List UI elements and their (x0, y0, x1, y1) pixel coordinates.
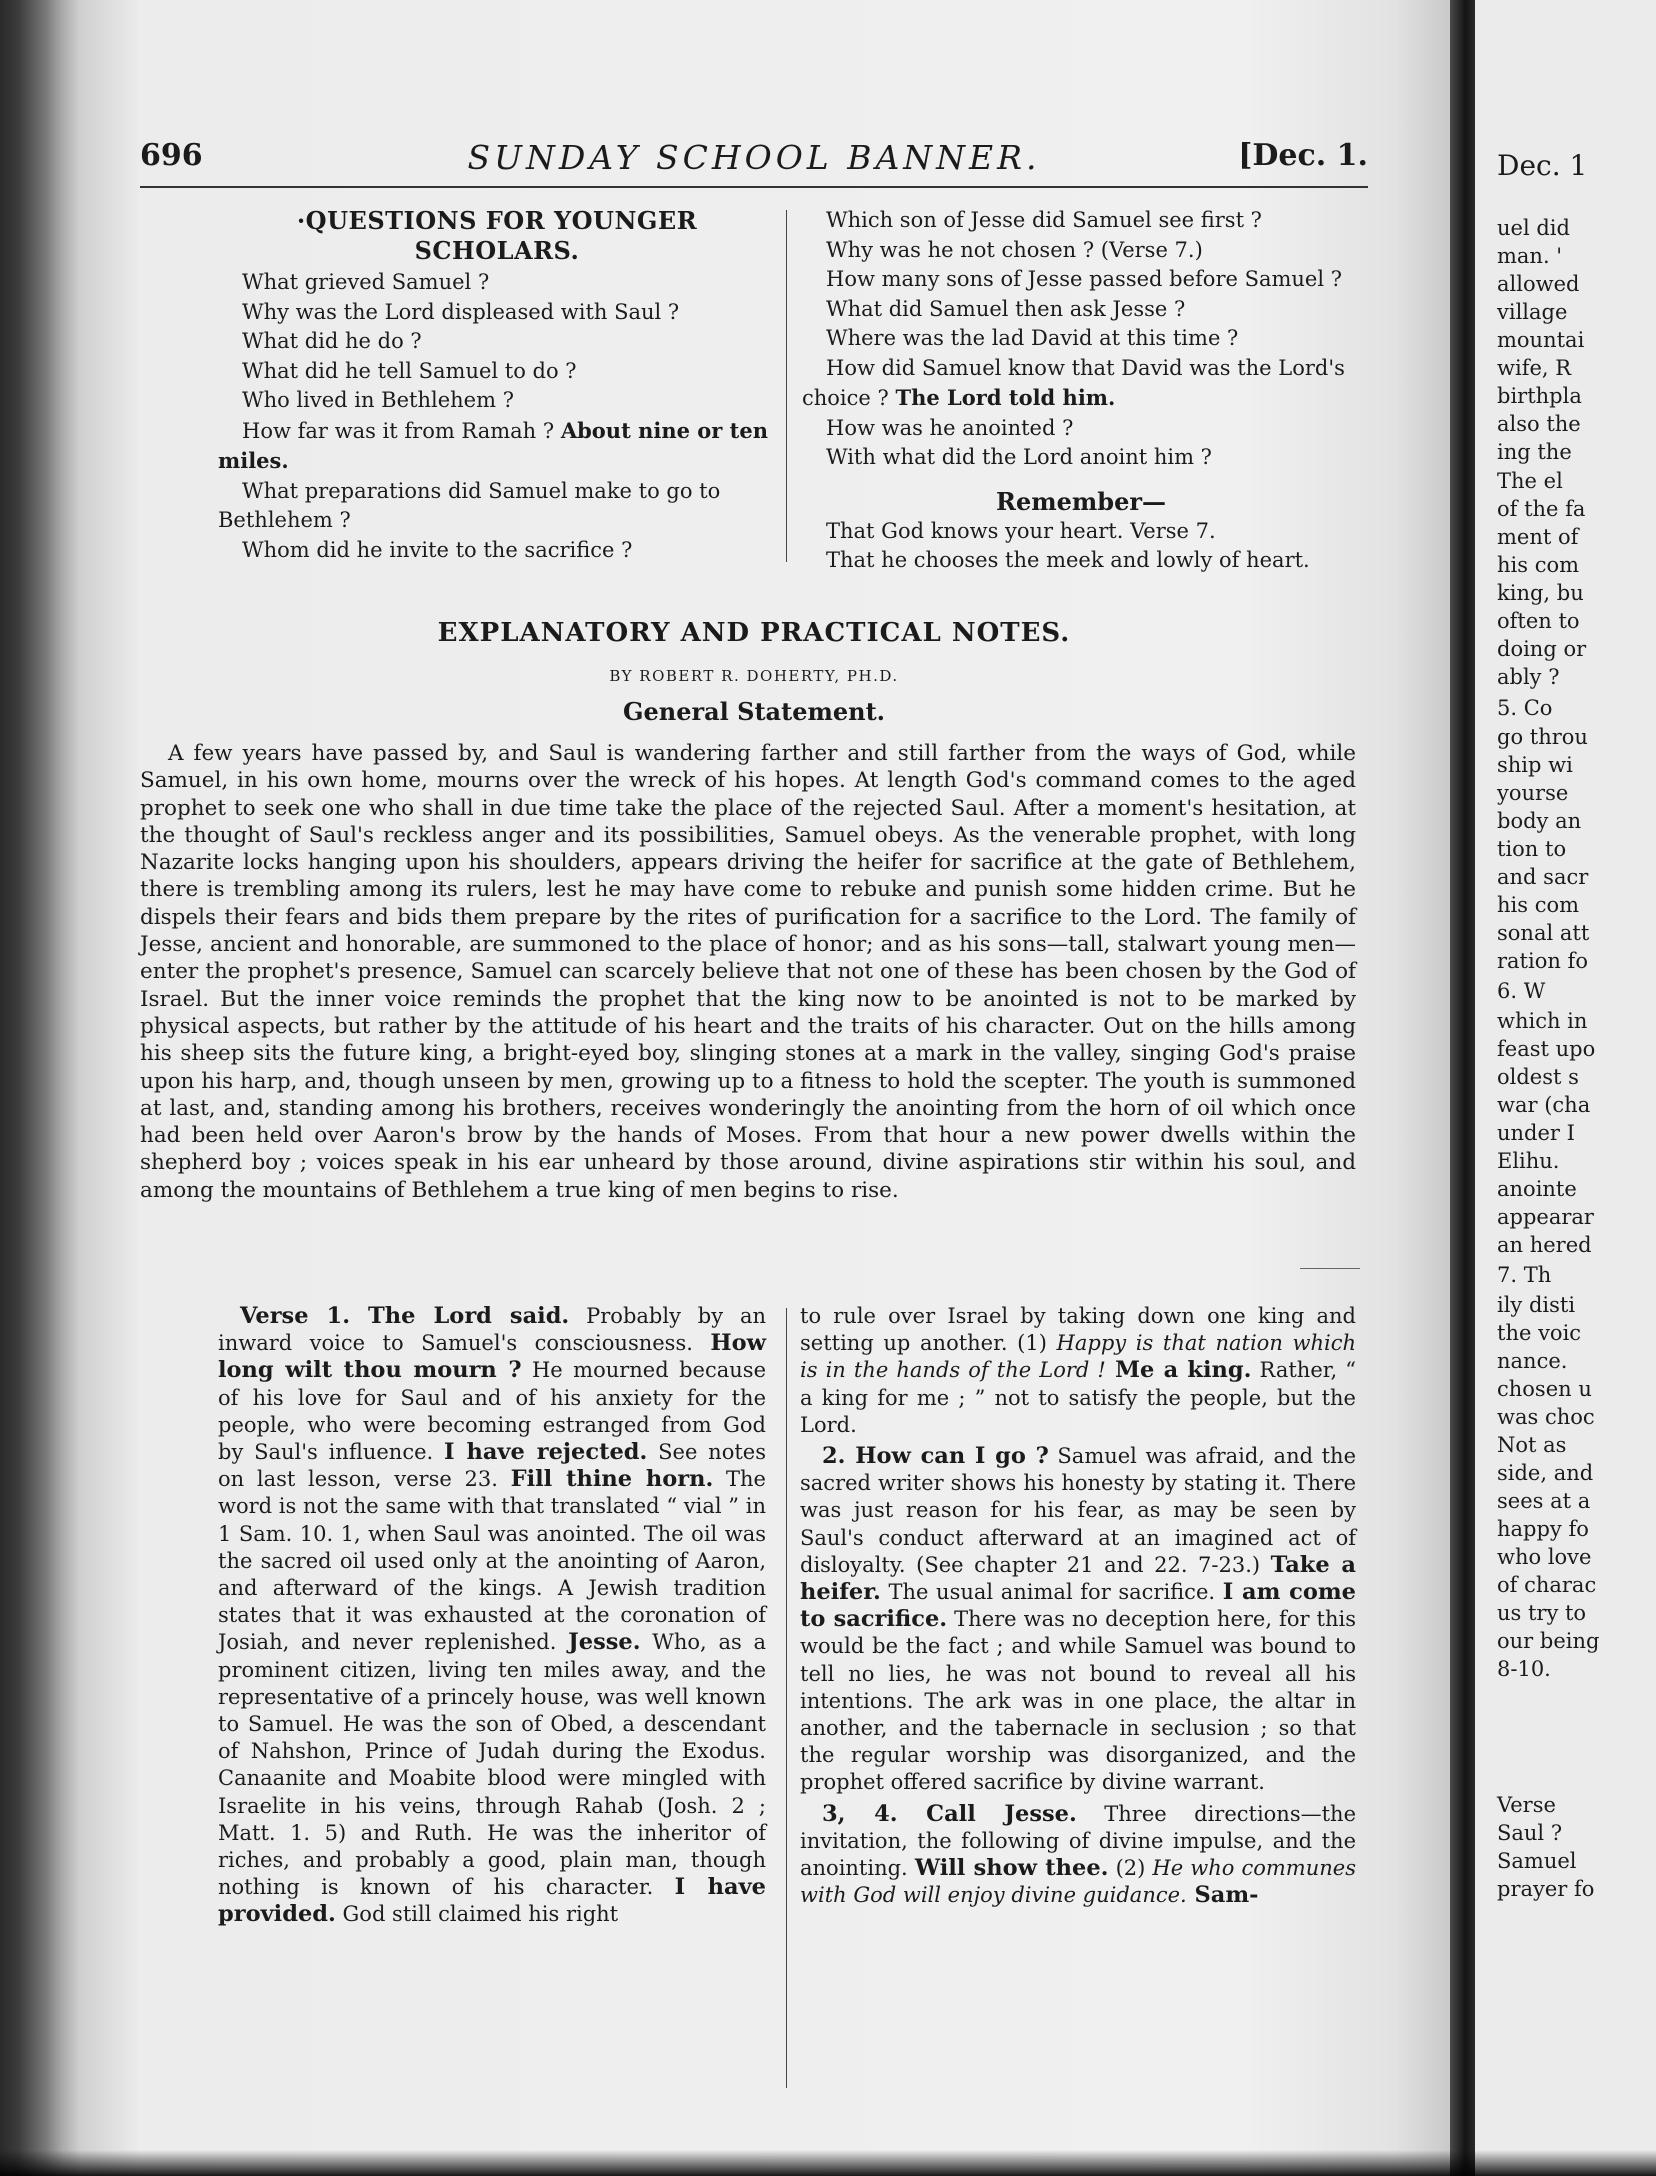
note-text: See notes on last lesson, verse 23. (218, 1440, 766, 1492)
note-text: (2) (1108, 1856, 1153, 1881)
question-text: Who lived in Bethlehem ? (242, 388, 514, 412)
fragment-line: the voic (1497, 1321, 1582, 1345)
book-gutter (1450, 0, 1475, 2176)
note-text: There was no deception here, for this would be the fact ; and while Samuel was bound to tell no lies, he was not bound to reveal all his intentions. The ark was in one place, the altar in another, and the tabernacle in seclusion ; so that the regular worship was disorganized, and the prophet offered sacrifice by divine warrant. (800, 1607, 1356, 1795)
fragment-line: 8-10. (1497, 1657, 1551, 1681)
note-heading: Me a king. (1105, 1357, 1252, 1384)
note-heading: Sam- (1186, 1882, 1259, 1909)
fragment-line: sonal att (1497, 921, 1590, 945)
general-statement-heading: General Statement. (622, 697, 886, 726)
fragment-line: ily disti (1497, 1293, 1576, 1317)
note-text: Samuel was afraid, and the sacred writer shows his honesty by stating it. There was just reason for his fear, as may be seen by Saul's conduct afterward at an imagined act of disloyalty. (See chapter 21 and 22. 7-23.) (800, 1444, 1356, 1577)
fragment-line: which in (1497, 1009, 1588, 1033)
column-divider (786, 210, 787, 562)
fragment-line: allowed (1497, 272, 1580, 296)
note-heading: I have rejected. (443, 1439, 648, 1466)
note-heading: Take a heifer. (800, 1551, 1356, 1606)
issue-date: [Dec. 1. (1238, 138, 1368, 173)
fragment-line: his com (1497, 893, 1580, 917)
remember-title: Remember— (996, 486, 1166, 516)
note-heading: I am come to sacrifice. (800, 1579, 1356, 1633)
note-text: Who, as a prominent citizen, living ten miles away, and the representative of a princely house, was well known to Samuel. He was the son of Obed, a descendant of Nahshon, Prince of Judah during the Exodus. Canaanite and Moabite blood were mingled with Israelite in his veins, through Rahab (Josh. 2 ; Matt. 1. 5) and Ruth. He was the inheritor of riches, and probably a good, plain man, though nothing is known of his character. (218, 1630, 766, 1900)
fragment-line: our being (1497, 1629, 1600, 1653)
note-heading: 3, 4. Call Jesse. (822, 1800, 1077, 1827)
note-heading: 2. How can I go ? (822, 1443, 1049, 1470)
book-binding-edge (0, 0, 80, 2176)
fragment-line: 6. W (1497, 979, 1546, 1003)
fragment-line: Verse (1497, 1793, 1556, 1817)
fragment-line: under I (1497, 1121, 1575, 1145)
note-heading: How long wilt thou mourn ? (218, 1330, 766, 1384)
question-text: How did Samuel know that David was the Lord's choice ? (802, 355, 1345, 410)
questions-left-column (218, 206, 776, 565)
fragment-line: wife, R (1497, 356, 1572, 380)
note-text: God still claimed his right (335, 1902, 619, 1927)
fragment-line: war (cha (1497, 1093, 1591, 1117)
notes-byline: BY ROBERT R. DOHERTY, PH.D. (609, 667, 899, 685)
question-item (802, 414, 1360, 444)
notes-left-column (218, 1303, 766, 1933)
fragment-line: man. ' (1497, 244, 1563, 268)
fragment-line: tion to (1497, 837, 1567, 861)
question-answer: The Lord told him. (895, 385, 1116, 410)
note-text: Three directions—the invitation, the following of divine impulse, and the anointing. (800, 1801, 1356, 1881)
notes-right-column (800, 1303, 1356, 1913)
question-text: Which son of Jesse did Samuel see first ? (826, 208, 1262, 232)
fragment-line: go throu (1497, 725, 1588, 749)
fragment-line: was choc (1497, 1405, 1595, 1429)
question-item (802, 236, 1360, 266)
question-item (218, 268, 776, 298)
question-item (218, 536, 776, 566)
note-heading: Will show thee. (914, 1855, 1109, 1882)
question-item (802, 324, 1360, 354)
fragment-line: ably ? (1497, 665, 1560, 689)
note-heading: I have provided. (218, 1874, 766, 1928)
question-text: Why was the Lord displeased with Saul ? (242, 299, 680, 324)
note-heading: Jesse. (568, 1629, 641, 1656)
note-text: Probably by an inward voice to Samuel's consciousness. (218, 1304, 766, 1356)
question-text: With what did the Lord anoint him ? (826, 445, 1212, 469)
bottom-shadow (0, 2150, 1656, 2176)
questions-title: ·QUESTIONS FOR YOUNGER SCHOLARS. (296, 206, 698, 265)
fragment-line: 5. Co (1497, 696, 1553, 720)
fragment-line: often to (1497, 609, 1580, 633)
question-text: How many sons of Jesse passed before Samuel ? (826, 267, 1343, 291)
question-text: What did Samuel then ask Jesse ? (826, 296, 1186, 321)
fragment-line: ment of (1497, 525, 1579, 549)
fragment-line: mountai (1497, 328, 1585, 352)
question-answer: About nine or ten miles. (218, 417, 768, 473)
question-text: What did he tell Samuel to do ? (242, 358, 577, 383)
question-text: Where was the lad David at this time ? (826, 326, 1239, 350)
fragment-line: birthpla (1497, 384, 1582, 408)
fragment-line: of charac (1497, 1573, 1597, 1597)
question-text: Why was he not chosen ? (Verse 7.) (826, 237, 1203, 262)
questions-right-column (802, 206, 1360, 576)
fragment-line: Samuel (1497, 1849, 1577, 1873)
fragment-line: also the (1497, 412, 1581, 436)
note-italic: He who communes with God will enjoy divine guidance. (800, 1856, 1356, 1908)
fragment-line: an hered (1497, 1233, 1592, 1257)
fragment-line: anointe (1497, 1177, 1577, 1201)
fragment-line: appearar (1497, 1205, 1594, 1229)
fragment-line: The el (1497, 469, 1563, 493)
fragment-line: Dec. 1 (1497, 149, 1588, 182)
fragment-line: ing the (1497, 440, 1572, 464)
page-number: 696 (140, 138, 203, 173)
fragment-line: king, bu (1497, 581, 1584, 605)
question-text: What did he do ? (242, 329, 422, 353)
note-text: Rather, “ a king for me ; ” not to satisfy the people, but the Lord. (800, 1358, 1356, 1437)
fragment-line: happy fo (1497, 1517, 1589, 1541)
fragment-line: his com (1497, 553, 1580, 577)
question-text: How was he anointed ? (826, 415, 1074, 440)
column-divider (786, 1308, 787, 2088)
question-text: What preparations did Samuel make to go to Bethlehem ? (218, 478, 721, 532)
general-statement-text: A few years have passed by, and Saul is wandering farther and still farther from the ways of God, while Samuel, in his own home, mourns over the wreck of his hopes. At length God's command comes to the aged prophet to seek one who shall in due time take the place of the rejected Saul. After a moment's hesitation, at the thought of Saul's reckless anger and its possibilities, Samuel obeys. As the venerable prophet, with long Nazarite locks hanging upon his shoulders, appears driving the heifer for sacrifice at the gate of Bethlehem, there is trembling among its rulers, lest he may have come to rebuke and punish some hidden crime. But he dispels their fears and bids them prepare by the rites of purification for a sacrifice to the Lord. The family of Jesse, ancient and honorable, are summoned to the place of honor; and as his sons—tall, stalwart young men—enter the prophet's presence, Samuel can scarcely believe that not one of these has been chosen by the God of Israel. But the inner voice reminds the prophet that the king now to be anointed is not to be marked by physical aspects, but rather by the attitude of his heart and the traits of his character. Out on the hills among his sheep sits the future king, a bright-eyed boy, slinging stones at a mark in the valley, singing God's praise upon his harp, and, though unseen by men, growing up to a fitness to hold the scepter. The youth is summoned at last, and, standing among his brothers, receives wonderingly the anointing from the horn of oil which once had been held over Aaron's brow by the hands of Moses. From that hour a new power dwells within the shepherd boy ; voices speak in his ear unheard by those around, divine aspirations stir within his soul, and among the mountains of Bethlehem a true king of men begins to rise. (140, 741, 1356, 1203)
fragment-line: oldest s (1497, 1065, 1579, 1089)
question-text: How far was it from Ramah ? (242, 418, 555, 443)
fragment-line: feast upo (1497, 1037, 1596, 1061)
fragment-line: doing or (1497, 637, 1587, 661)
fragment-line: yourse (1497, 781, 1569, 805)
fragment-line: of the fa (1497, 497, 1586, 521)
fragment-line: sees at a (1497, 1489, 1591, 1513)
note-text: to rule over Israel by taking down one king and setting up another. (1) (800, 1304, 1356, 1356)
question-item (218, 477, 776, 536)
fragment-line: and sacr (1497, 865, 1589, 889)
fragment-line: Saul ? (1497, 1821, 1563, 1845)
fragment-line: Elihu. (1497, 1149, 1560, 1173)
note-heading: Fill thine horn. (510, 1466, 714, 1493)
fragment-line: prayer fo (1497, 1877, 1595, 1901)
question-item (218, 327, 776, 357)
fragment-line: Not as (1497, 1433, 1567, 1457)
question-text: What grieved Samuel ? (242, 270, 490, 294)
question-item (218, 386, 776, 416)
question-text: Whom did he invite to the sacrifice ? (242, 537, 633, 562)
question-item (218, 357, 776, 387)
question-item (802, 295, 1360, 325)
short-rule (1300, 1268, 1360, 1269)
question-item (802, 354, 1360, 414)
fragment-line: village (1497, 300, 1568, 324)
fragment-line: uel did (1497, 216, 1570, 240)
question-item (802, 265, 1360, 295)
next-page-fragment (1475, 0, 1656, 2176)
fragment-line: nance. (1497, 1349, 1568, 1373)
fragment-line: 7. Th (1497, 1263, 1552, 1287)
fragment-line: body an (1497, 809, 1582, 833)
remember-item: That God knows your heart. Verse 7. (826, 518, 1216, 543)
note-text: The word is not the same with that translated “ vial ” in 1 Sam. 10. 1, when Saul was anointed. The oil was the sacred oil used only at the anointing of Aaron, and afterward of the kings. A Jewish tradition states that it was exhausted at the coronation of Josiah, and never replenished. (218, 1467, 766, 1655)
question-item (802, 206, 1360, 236)
note-text: He mourned because of his love for Saul and of his anxiety for the people, who were becoming estranged from God by Saul's influence. (218, 1358, 766, 1465)
fragment-line: ration fo (1497, 949, 1588, 973)
note-heading: Verse 1. The Lord said. (240, 1303, 570, 1329)
note-italic: Happy is that nation which is in the hands of the Lord ! (800, 1331, 1356, 1383)
fragment-line: who love (1497, 1545, 1592, 1569)
fragment-line: chosen u (1497, 1377, 1592, 1401)
note-text: The usual animal for sacrifice. (880, 1580, 1223, 1605)
question-item (218, 298, 776, 328)
question-item (802, 443, 1360, 473)
fragment-line: side, and (1497, 1461, 1594, 1485)
remember-item: That he chooses the meek and lowly of heart. (826, 548, 1310, 572)
question-item (218, 416, 776, 477)
fragment-line: ship wi (1497, 753, 1573, 777)
journal-title: SUNDAY SCHOOL BANNER. (467, 138, 1041, 177)
page-header (140, 138, 1368, 180)
notes-title: EXPLANATORY AND PRACTICAL NOTES. (437, 618, 1071, 648)
fragment-line: us try to (1497, 1601, 1587, 1625)
header-rule (140, 186, 1368, 188)
